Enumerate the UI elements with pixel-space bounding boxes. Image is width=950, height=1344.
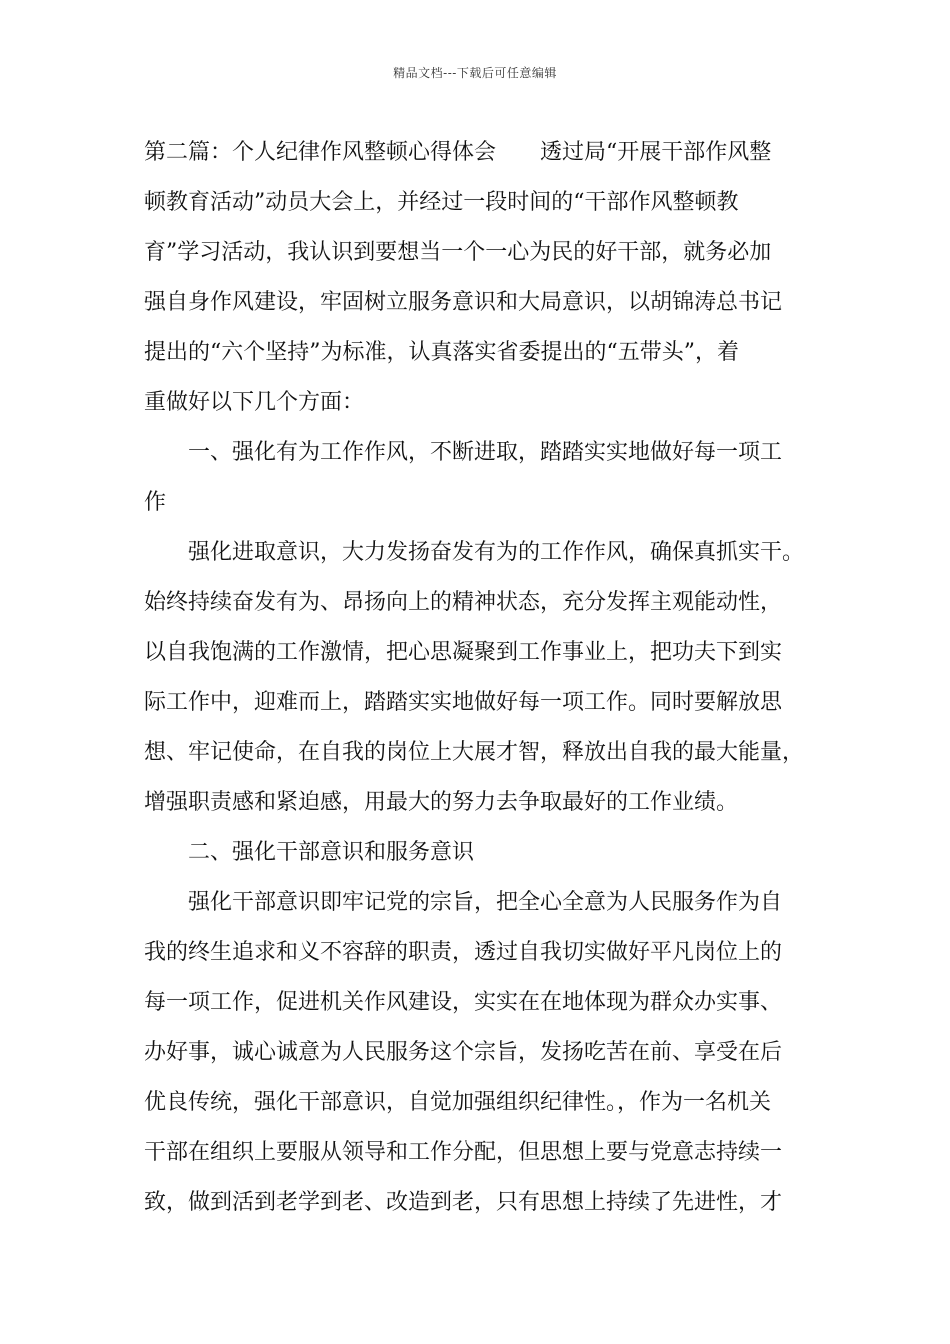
paragraph-line: 提出的“六个坚持”为标准，认真落实省委提出的“五带头”，着 xyxy=(144,340,739,365)
paragraph-line: 我的终生追求和义不容辞的职责，透过自我切实做好平凡岗位上的 xyxy=(144,940,783,965)
paragraph-line: 办好事，诚心诚意为人民服务这个宗旨，发扬吃苦在前、享受在后 xyxy=(144,1040,783,1065)
paragraph-line: 想、牢记使命，在自我的岗位上大展才智，释放出自我的最大能量， xyxy=(144,740,805,765)
section-heading: 一、强化有为工作作风，不断进取，踏踏实实地做好每一项工 xyxy=(188,440,783,465)
paragraph-line: 强化进取意识，大力发扬奋发有为的工作作风，确保真抓实干。 xyxy=(188,540,805,565)
paragraph-line: 每一项工作，促进机关作风建设，实实在在地体现为群众办实事、 xyxy=(144,990,783,1015)
document-body xyxy=(144,128,809,1228)
paragraph-line: 育”学习活动，我认识到要想当一个一心为民的好干部，就务必加 xyxy=(144,240,772,265)
paragraph-line: 强自身作风建设，牢固树立服务意识和大局意识，以胡锦涛总书记 xyxy=(144,290,783,315)
paragraph-line: 强化干部意识即牢记党的宗旨，把全心全意为人民服务作为自 xyxy=(188,890,783,915)
document-title: 第二篇：个人纪律作风整顿心得体会 xyxy=(144,140,497,165)
paragraph-line: 致，做到活到老学到老、改造到老，只有思想上持续了先进性，才 xyxy=(144,1190,783,1215)
page-header: 精品文档---下载后可任意编辑 xyxy=(393,66,557,80)
paragraph-line: 干部在组织上要服从领导和工作分配，但思想上要与党意志持续一 xyxy=(144,1140,783,1165)
paragraph-line: 增强职责感和紧迫感，用最大的努力去争取最好的工作业绩。 xyxy=(144,790,739,815)
section-heading: 二、强化干部意识和服务意识 xyxy=(188,840,475,865)
paragraph-line: 始终持续奋发有为、昂扬向上的精神状态，充分发挥主观能动性， xyxy=(144,590,783,615)
paragraph-line: 透过局“开展干部作风整 xyxy=(540,140,772,165)
paragraph-line: 重做好以下几个方面： xyxy=(144,390,365,415)
paragraph-line: 以自我饱满的工作激情，把心思凝聚到工作事业上，把功夫下到实 xyxy=(144,640,783,665)
paragraph-line: 际工作中，迎难而上，踏踏实实地做好每一项工作。同时要解放思 xyxy=(144,690,783,715)
paragraph-line: 顿教育活动”动员大会上，并经过一段时间的“干部作风整顿教 xyxy=(144,190,739,215)
title-line xyxy=(144,128,809,178)
paragraph-line: 优良传统，强化干部意识，自觉加强组织纪律性。，作为一名机关 xyxy=(144,1090,772,1115)
section-heading-continued: 作 xyxy=(144,490,167,515)
